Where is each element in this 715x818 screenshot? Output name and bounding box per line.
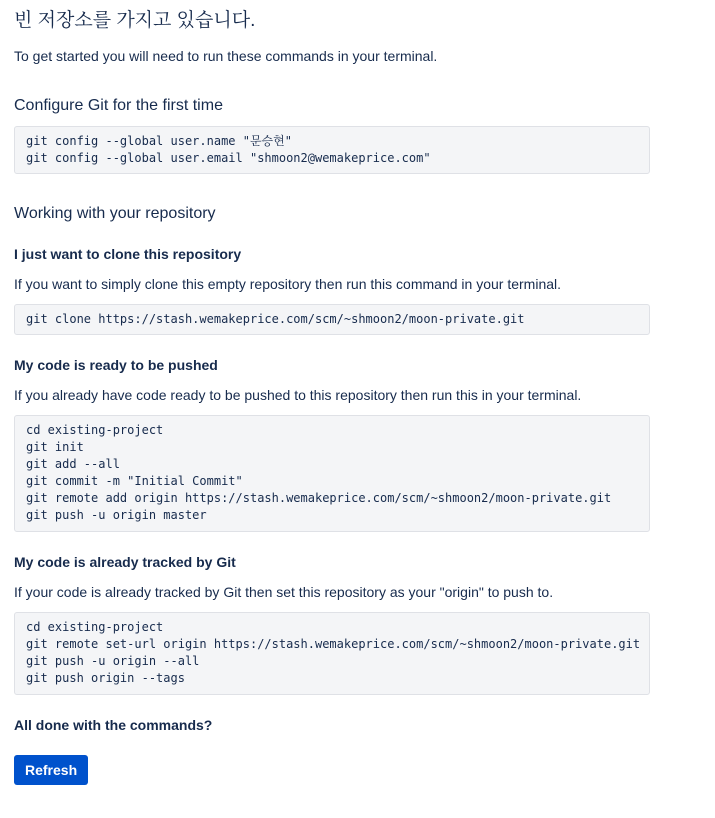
- code-line: git push origin --tags: [26, 671, 185, 685]
- push-ready-heading: My code is ready to be pushed: [14, 357, 218, 373]
- already-tracked-description: If your code is already tracked by Git then set this repository as your "origin" to push to.: [14, 584, 554, 600]
- code-line: cd existing-project: [26, 423, 164, 437]
- code-line: git config --global user.name "문승현": [26, 134, 292, 148]
- code-line: git config --global user.email "shmoon2@wemakeprice.com": [26, 151, 431, 165]
- clone-code-block[interactable]: [14, 304, 650, 335]
- code-line: git add --all: [26, 457, 120, 471]
- all-done-heading: All done with the commands?: [14, 717, 213, 733]
- already-tracked-heading: My code is already tracked by Git: [14, 554, 236, 570]
- code-line: git remote set-url origin https://stash.wemakeprice.com/scm/~shmoon2/moon-private.git: [26, 637, 641, 651]
- page-title: 빈 저장소를 가지고 있습니다.: [14, 10, 256, 31]
- refresh-button[interactable]: Refresh: [14, 755, 88, 785]
- clone-description: If you want to simply clone this empty repository then run this command in your terminal.: [14, 276, 562, 292]
- clone-heading: I just want to clone this repository: [14, 246, 242, 262]
- code-line: git remote add origin https://stash.wemakeprice.com/scm/~shmoon2/moon-private.git: [26, 491, 612, 505]
- code-line: cd existing-project: [26, 620, 164, 634]
- push-ready-description: If you already have code ready to be pushed to this repository then run this in your terminal.: [14, 387, 582, 403]
- code-line: git commit -m "Initial Commit": [26, 474, 243, 488]
- code-line: git push -u origin master: [26, 508, 207, 522]
- configure-git-code-block[interactable]: [14, 126, 650, 174]
- code-line: git clone https://stash.wemakeprice.com/scm/~shmoon2/moon-private.git: [26, 312, 525, 326]
- working-with-repository-heading: Working with your repository: [14, 205, 216, 222]
- intro-text: To get started you will need to run these commands in your terminal.: [14, 48, 438, 64]
- code-line: git init: [26, 440, 84, 454]
- code-line: git push -u origin --all: [26, 654, 200, 668]
- configure-git-heading: Configure Git for the first time: [14, 97, 223, 114]
- already-tracked-code-block[interactable]: [14, 612, 650, 695]
- push-ready-code-block[interactable]: [14, 415, 650, 532]
